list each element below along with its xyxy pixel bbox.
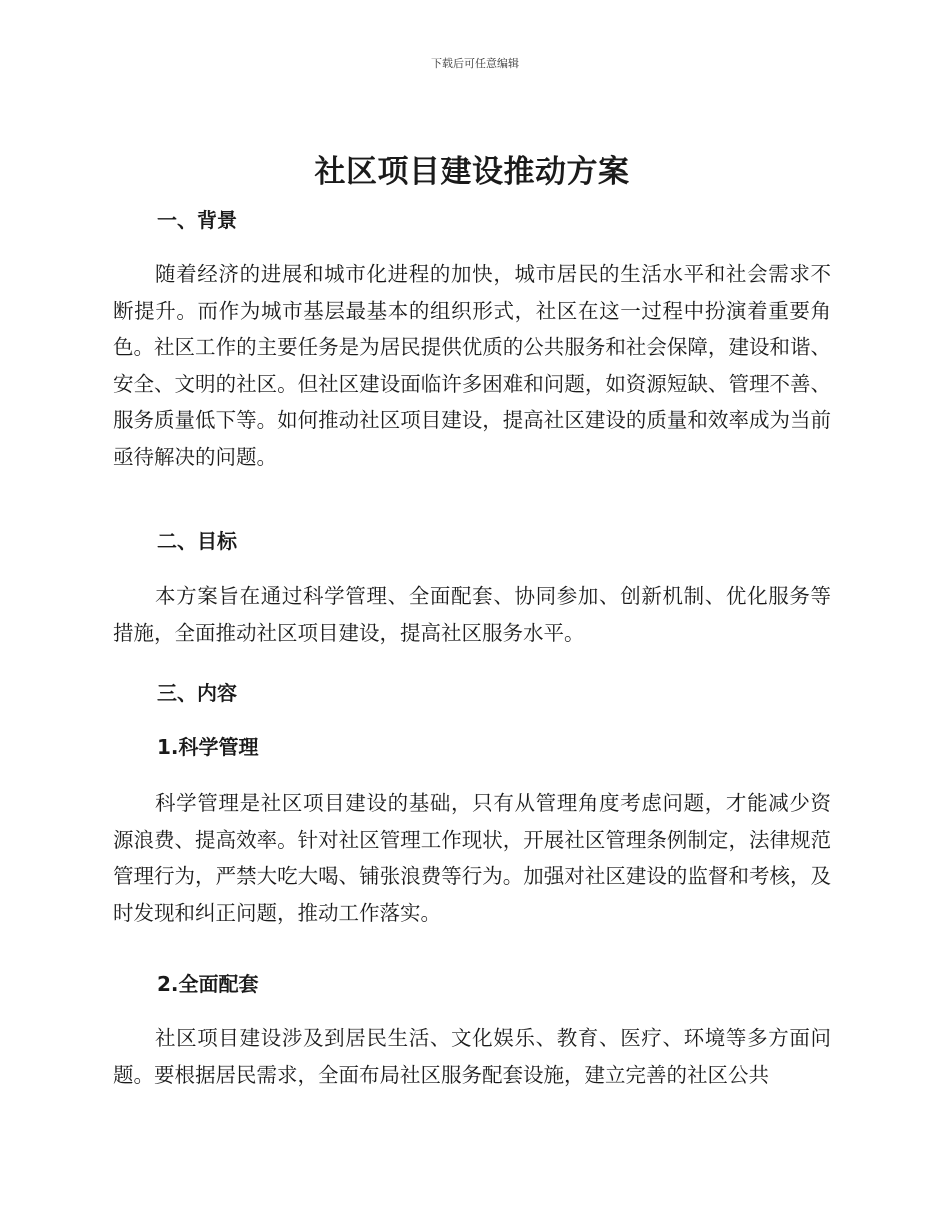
document-title: 社区项目建设推动方案	[314, 154, 630, 190]
subsection-paragraph-management: 科学管理是社区项目建设的基础，只有从管理角度考虑问题，才能减少资源浪费、提高效率。针对社区管理工作现状，开展社区管理条例制定，法律规范管理行为，严禁大吃大喝、铺张浪费等行为。加强对社区建设的监督和考核，及时发现和纠正问题，推动工作落实。	[113, 791, 831, 925]
header-note: 下载后可任意编辑	[431, 57, 519, 70]
subsection-heading-management: 1.科学管理	[157, 735, 259, 759]
section-paragraph-background: 随着经济的进展和城市化进程的加快，城市居民的生活水平和社会需求不断提升。而作为城市基层最基本的组织形式，社区在这一过程中扮演着重要角色。社区工作的主要任务是为居民提供优质的公共服务和社会保障，建设和谐、安全、文明的社区。但社区建设面临许多困难和问题，如资源短缺、管理不善、服务质量低下等。如何推动社区项目建设，提高社区建设的质量和效率成为当前亟待解决的问题。	[113, 262, 831, 469]
subsection-heading-facilities: 2.全面配套	[157, 972, 259, 996]
section-heading-goal: 二、目标	[157, 529, 237, 553]
section-heading-content: 三、内容	[157, 681, 237, 705]
subsection-paragraph-facilities: 社区项目建设涉及到居民生活、文化娱乐、教育、医疗、环境等多方面问题。要根据居民需求，全面布局社区服务配套设施，建立完善的社区公共	[113, 1026, 831, 1087]
section-paragraph-goal: 本方案旨在通过科学管理、全面配套、协同参加、创新机制、优化服务等措施，全面推动社区项目建设，提高社区服务水平。	[113, 584, 831, 645]
section-heading-background: 一、背景	[157, 208, 237, 232]
